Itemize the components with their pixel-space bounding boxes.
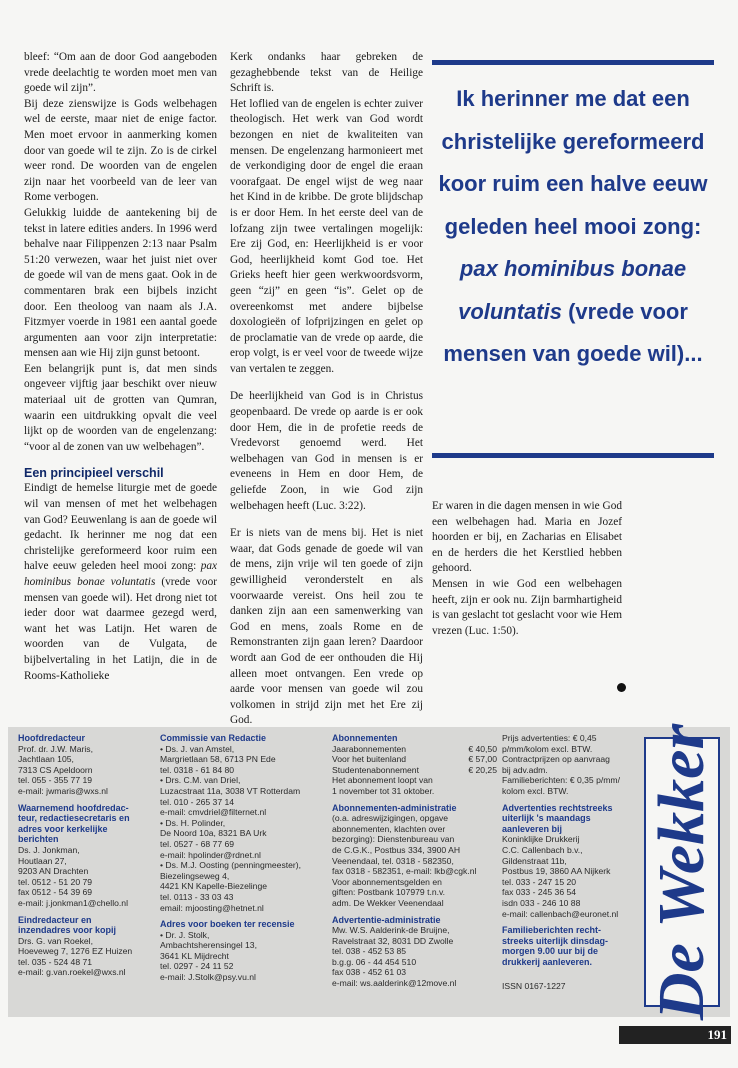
paragraph: Er is niets van de mens bij. Het is niet waar, dat Gods genade de goede wil van de mens, zijn vrije wil ten goede of zijn gewilligheid veronderstelt en als voorwaarde vereist. Ons heil zou te danken zijn aan een samenwerking van God en mens, zoals Rome en de Remonstranten zijn gaan leren? Daardoor wordt aan God de eer onthouden die Hij alleen moet ontvangen. Een vrede op aarde voor mensen van goede wil zou volkomen in strijd zijn met het Ere zij God.	[230, 527, 423, 727]
price-row: Jaarabonnementen € 40,50	[332, 743, 497, 754]
paragraph: bleef: “Om aan de door God aangeboden vrede deelachtig te worden moet men van goede wil zijn”.	[24, 51, 217, 95]
colophon-heading: Eindredacteur en	[18, 914, 92, 925]
colophon-heading: Commissie van Redactie	[160, 733, 267, 743]
colophon-heading: Adres voor boeken ter recensie	[160, 919, 295, 930]
page-number: 191	[707, 1027, 727, 1042]
colophon-col-3: Abonnementen Jaarabonnementen € 40,50 Voor het buitenland € 57,00 Studentenabonnement € 20,25 Het abonnement loopt van 1 november tot 31 oktober. Abonnementen-administratie (o.a. adreswijzigingen, opgave abonnementen, klachten over bezorging): Dienstenbureau van de C.G.K., Postbus 334, 3900 AH Veenendaal, tel. 0318 - 582350, fax 0318 - 582351, e-mail: lkb@cgk.nl Voor abonnementsgelden en giften: Postbank 107979 t.n.v. adm. De Wekker Veenendaal Advertentie-administratie Mw. W.S. Aalderink-de Bruijne, Ravelstraat 32, 8031 DD Zwolle tel. 038 - 452 53 85 b.g.g. 06 - 44 454 510 fax 038 - 452 61 03 e-mail: ws.aalderink@12move.nl	[332, 733, 497, 989]
colophon-heading: Abonnementen	[332, 733, 398, 743]
paragraph: Kerk ondanks haar gebreken de gezaghebbende tekst van de Heilige Schrift is.	[230, 51, 423, 95]
article-column-1	[24, 50, 217, 684]
price-row: Voor het buitenland € 57,00	[332, 754, 497, 765]
colophon-heading: Familieberichten recht-	[502, 925, 602, 936]
article-column-3	[432, 499, 622, 639]
section-heading: Een principieel verschil	[24, 466, 164, 481]
colophon-heading: Advertentie-administratie	[332, 914, 441, 925]
colophon-heading: Abonnementen-administratie	[332, 802, 457, 813]
page-number-bar	[619, 1026, 731, 1044]
paragraph: Een belangrijk punt is, dat men sinds ongeveer vijftig jaar beschikt over nieuw materiaal uit de grotten van Qumran, waarin een uitdrukking opvalt die veel lijkt op de woorden van de engelenzang: “voor al de zonen van uw welbehagen”.	[24, 362, 217, 453]
colophon-col-4: Prijs advertenties: € 0,45 p/mm/kolom excl. BTW. Contractprijzen op aanvraag bij adv.adm. Familieberichten: € 0,35 p/mm/ kolom excl. BTW. Advertenties rechtstreeks uiterlijk 's maandags aanleveren bij Koninklijke Drukkerij C.C. Callenbach b.v., Gildenstraat 11b, Postbus 19, 3860 AA Nijkerk tel. 033 - 247 15 20 fax 033 - 245 36 54 isdn 033 - 246 10 88 e-mail: callenbach@euronet.nl Familieberichten recht- streeks uiterlijk dinsdag- morgen 9.00 uur bij de drukkerij aanleveren. ISSN 0167-1227	[502, 733, 632, 992]
paragraph: Eindigt de hemelse liturgie met de goede wil van mensen of met het welbehagen van God? Eeuwenlang is aan de goede wil gedacht. Ik herinner me nog dat een christelijke gereformeerd koor ruim een halve eeuw geleden heel mooi zong: pax hominibus bonae voluntatis (vrede voor mensen van goede wil). Het drong niet tot ieder door wat daarmee gezegd werd, want het was Latijn. Het waren de woorden van de Vulgata, de bijbelvertaling in het Latijn, die in de Rooms-Katholieke	[24, 482, 217, 682]
paragraph: De heerlijkheid van God is in Christus geopenbaard. De vrede op aarde is er ook door Hem, die in de profetie reeds de Vredevorst genoemd werd. Het welbehagen van God in mensen is er eveneens in Hem en door Hem, de geliefde Zoon, in wie God zijn welbehagen heeft (Luc. 3:22).	[230, 390, 423, 512]
pull-quote-text: Ik herinner me dat een christelijke gereformeerd koor ruim een halve eeuw geleden heel mooi zong: pax hominibus bonae voluntatis (vrede voor mensen van goede wil)...	[438, 86, 708, 366]
colophon-heading: Hoofdredacteur	[18, 733, 86, 743]
price-row: Studentenabonnement € 20,25	[332, 764, 497, 775]
paragraph: Het loflied van de engelen is echter zuiver theologisch. Het werk van God wordt bezongen en niet de kwaliteiten van mensen. De engelenzang harmonieert met de verkondiging door de engel die eraan voorafgaat. De engel wijst de weg naar het Kind in de kribbe. De grote blijdschap is er door Hem. In het eerste deel van de lofzang zijn twee vertalingen mogelijk: Ere zij God, en: Heerlijkheid is er voor God, heerlijkheid komt God toe. Het Grieks heeft hier geen werkwoordsvorm, geen “zij” en geen “is”. Gelet op de overeenkomst met andere bijbelse doxologieën of lofprijzingen en gelet op de proclamatie van de vrede op aarde, die erop volgt, is er veel voor de tweede wijze van vertalen te zeggen.	[230, 97, 423, 375]
quote-rule-bottom	[432, 453, 714, 458]
end-of-article-bullet	[617, 683, 626, 692]
colophon-heading: Waarnemend hoofdredac-	[18, 802, 129, 813]
paragraph: Gelukkig luidde de aantekening bij de tekst in latere edities anders. In 1996 werd behalve naar Filippenzen 2:13 naar Psalm 51:20 verwezen, waar het juist niet over de goede wil van de mens gaat. Ook in de commentaren brak een bijbels inzicht door. Een theoloog van naam als J.A. Fitzmyer voerde in 1981 een aantal goede argumenten aan voor zijn interpretatie: mensen aan wie Hij zijn gunst betoont.	[24, 206, 217, 360]
article-column-2	[230, 50, 423, 729]
colophon	[8, 723, 730, 1021]
de-wekker-logo: De Wekker	[645, 723, 718, 1021]
colophon-col-2: Commissie van Redactie • Ds. J. van Amstel, Margrietlaan 58, 6713 PN Ede tel. 0318 - 61 84 80 • Drs. C.M. van Driel, Luzacstraat 11a, 3038 VT Rotterdam tel. 010 - 265 37 14 e-mail: cmvdriel@filternet.nl • Ds. H. Polinder, De Noord 10a, 8321 BA Urk tel. 0527 - 68 77 69 e-mail: hpolinder@rdnet.nl • Ds. M.J. Oosting (penningmeester), Biezelingseweg 4, 4421 KN Kapelle-Biezelinge tel. 0113 - 33 03 43 email: mjoosting@hetnet.nl Adres voor boeken ter recensie • Dr. J. Stolk, Ambachtsherensingel 13, 3641 KL Mijdrecht tel. 0297 - 24 11 52 e-mail: J.Stolk@psy.vu.nl	[160, 733, 325, 983]
paragraph: Mensen in wie God een welbehagen heeft, zijn er ook nu. Zijn barmhartigheid is van geslacht tot geslacht voor wie Hem vrezen (Luc. 1:50).	[432, 577, 622, 637]
colophon-heading: Advertenties rechtstreeks	[502, 802, 613, 813]
pull-quote	[432, 60, 714, 458]
colophon-col-1: Hoofdredacteur Prof. dr. J.W. Maris, Jachtlaan 105, 7313 CS Apeldoorn tel. 055 - 355 77 19 e-mail: jwmaris@wxs.nl Waarnemend hoofdredac- teur, redactiesecretaris en adres voor kerkelijke berichten Ds. J. Jonkman, Houtlaan 27, 9203 AN Drachten tel. 0512 - 51 20 79 fax 0512 - 54 39 69 e-mail: j.jonkman1@chello.nl Eindredacteur en inzendadres voor kopij Drs. G. van Roekel, Hoeveweg 7, 1276 EZ Huizen tel. 035 - 524 48 71 e-mail: g.van.roekel@wxs.nl	[18, 733, 153, 978]
issn: ISSN 0167-1227	[502, 981, 566, 992]
paragraph: Er waren in die dagen mensen in wie God een welbehagen had. Maria en Jozef hoorden er bij, en Zacharias en Elisabet en de herders die het Kerstlied hebben gehoord.	[432, 500, 622, 575]
quote-rule-top	[432, 60, 714, 65]
paragraph: Bij deze zienswijze is Gods welbehagen wel de eerste, maar niet de enige factor. Men moet ervoor in aanmerking komen door van goede wil te zijn. Zo is de cirkel weer rond. De woorden van de engelen zijn naar het voorbeeld van de leer van Rome verbogen.	[24, 97, 217, 204]
